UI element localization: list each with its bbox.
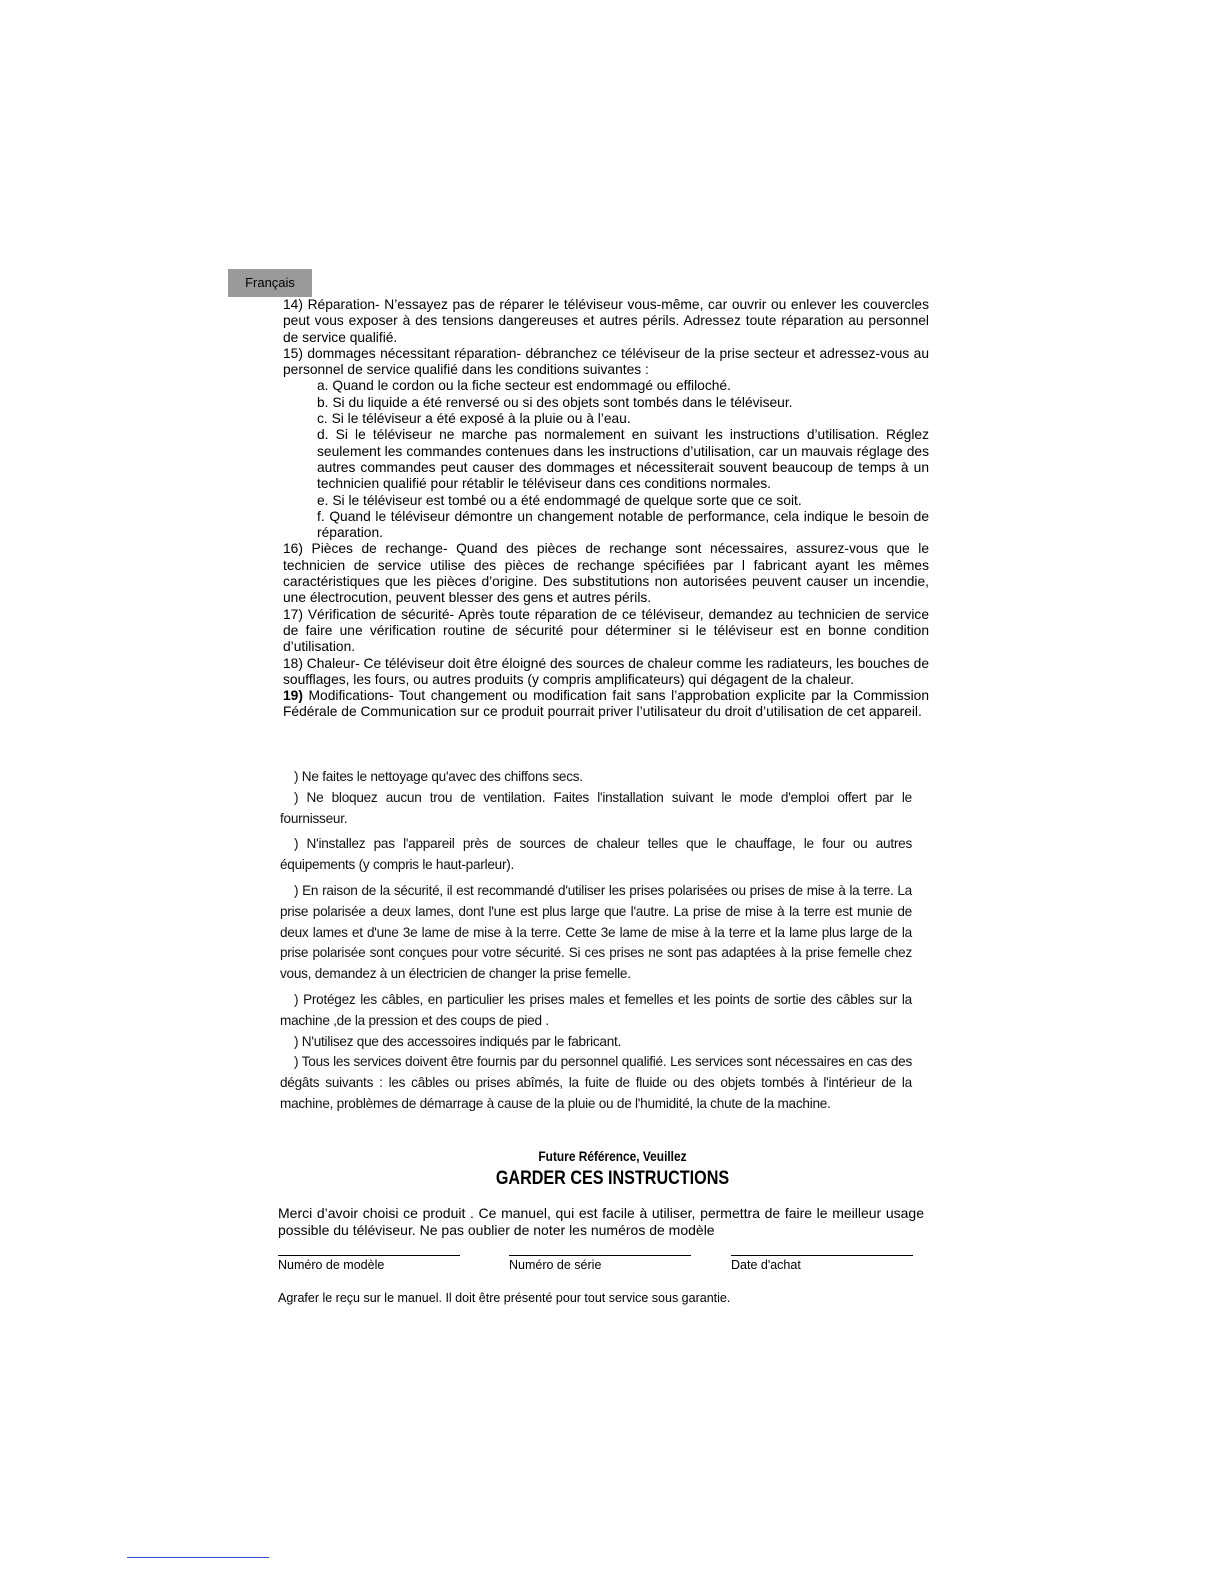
item-18: 18) Chaleur- Ce téléviseur doit être éloigné des sources de chaleur comme les radiateurs, les bouches de soufflages, les fours, ou autres produits (y compris amplificateurs) qui dégagent de la chaleur. bbox=[283, 655, 929, 687]
item-16: 16) Pièces de rechange- Quand des pièces de rechange sont nécessaires, assurez-vous que le technicien de service utilise des pièces de rechange spécifiées par l fabricant ayant les mêmes caractéristiques que les pièces d’origine. Des substitutions non autorisées peuvent causer un incendie, une électrocution, peuvent blesser des gens et autres périls. bbox=[283, 541, 929, 606]
language-tab: Français bbox=[228, 269, 312, 297]
scan-item-6: ) N'utilisez que des accessoires indiqués par le fabricant. bbox=[294, 1033, 622, 1049]
keep-instructions-title: GARDER CES INSTRUCTIONS bbox=[495, 1168, 730, 1189]
model-number-label: Numéro de modèle bbox=[278, 1258, 385, 1272]
scanned-instructions bbox=[280, 767, 912, 1115]
item-14: 14) Réparation- N’essayez pas de réparer le téléviseur vous-même, car ouvrir ou enlever les couvercles peut vous exposer à des tensions dangereuses et autres périls. Adressez toute réparation au personnel de service qualifié. bbox=[283, 297, 929, 345]
item-15a: a. Quand le cordon ou la fiche secteur est endommagé ou effiloché. bbox=[317, 378, 731, 394]
scan-item-7: ) Tous les services doivent être fournis par du personnel qualifié. Les services sont nécessaires en cas des dégâts suivants : les câbles ou prises abîmés, la fuite de fluide ou des objets tombés à l'intérieur de la machine, problèmes de démarrage à cause de la pluie ou de l'humidité, la chute de la machine. bbox=[280, 1054, 912, 1111]
item-19 bbox=[283, 688, 929, 721]
item-17: 17) Vérification de sécurité- Après toute réparation de ce téléviseur, demandez au technicien de service de faire une vérification routine de sécurité pour déterminer si le téléviseur est en bonne condition d’utilisation. bbox=[283, 606, 929, 655]
serial-number-label: Numéro de série bbox=[509, 1258, 602, 1272]
serial-number-field bbox=[509, 1255, 691, 1272]
item-15f: f. Quand le téléviseur démontre un changement notable de performance, cela indique le besoin de réparation. bbox=[317, 508, 929, 541]
footer-rule bbox=[127, 1557, 269, 1558]
item-19-number: 19) bbox=[283, 688, 303, 704]
model-number-field bbox=[278, 1255, 460, 1272]
scan-item-3: ) N'installez pas l'appareil près de sources de chaleur telles que le chauffage, le four ou autres équipements (y compris le haut-parleur). bbox=[280, 836, 912, 873]
purchase-date-field bbox=[731, 1255, 913, 1272]
purchase-date-label: Date d'achat bbox=[731, 1258, 801, 1272]
item-15b: b. Si du liquide a été renversé ou si des objets sont tombés dans le téléviseur. bbox=[317, 394, 793, 410]
thanks-paragraph: Merci d’avoir choisi ce produit . Ce manuel, qui est facile à utiliser, permettra de faire le meilleur usage possible du téléviseur. Ne pas oublier de noter les numéros de modèle bbox=[278, 1205, 924, 1238]
scan-item-1: ) Ne faites le nettoyage qu'avec des chiffons secs. bbox=[294, 769, 583, 784]
item-19-text: Modifications- Tout changement ou modification fait sans l’approbation explicite par la Commission Fédérale de Communication sur ce produit pourrait priver l’utilisateur du droit d’utilisation de cet appareil. bbox=[283, 688, 929, 720]
item-15e: e. Si le téléviseur est tombé ou a été endommagé de quelque sorte que ce soit. bbox=[317, 492, 802, 508]
scan-item-2: ) Ne bloquez aucun trou de ventilation. Faites l'installation suivant le mode d'emploi offert par le fournisseur. bbox=[280, 789, 912, 826]
future-reference: Future Référence, Veuillez bbox=[538, 1148, 687, 1164]
item-15: 15) dommages nécessitant réparation- débranchez ce téléviseur de la prise secteur et adressez-vous au personnel de service qualifié dans les conditions suivantes : bbox=[283, 345, 929, 378]
item-15c: c. Si le téléviseur a été exposé à la pluie ou à l’eau. bbox=[317, 411, 631, 427]
safety-instructions bbox=[283, 297, 929, 721]
warranty-note: Agrafer le reçu sur le manuel. Il doit être présenté pour tout service sous garantie. bbox=[278, 1291, 731, 1305]
item-15d: d. Si le téléviseur ne marche pas normalement en suivant les instructions d’utilisation. Réglez seulement les commandes contenues dans les instructions d’utilisation, car un mauvais réglage des autres commandes peut causer des dommages et nécessiterait souvent beaucoup de temps à un technicien qualifié pour rétablir le téléviseur dans ces conditions normales. bbox=[317, 427, 929, 492]
scan-item-4: ) En raison de la sécurité, il est recommandé d'utiliser les prises polarisées ou prises de mise à la terre. La prise polarisée a deux lames, dont l'une est plus large que l'autre. La prise de mise à la terre est munie de deux lames et d'une 3e lame de mise à la terre. Cette 3e lame de mise à la terre et la lame plus large de la prise polarisée sont conçues pour votre sécurité. Si ces prises ne sont pas adaptées à la prise femelle chez vous, demandez à un électricien de changer la prise femelle. bbox=[280, 882, 912, 982]
scan-item-5: ) Protégez les câbles, en particulier les prises males et femelles et les points de sortie des câbles sur la machine ,de la pression et des coups de pied . bbox=[280, 991, 912, 1028]
